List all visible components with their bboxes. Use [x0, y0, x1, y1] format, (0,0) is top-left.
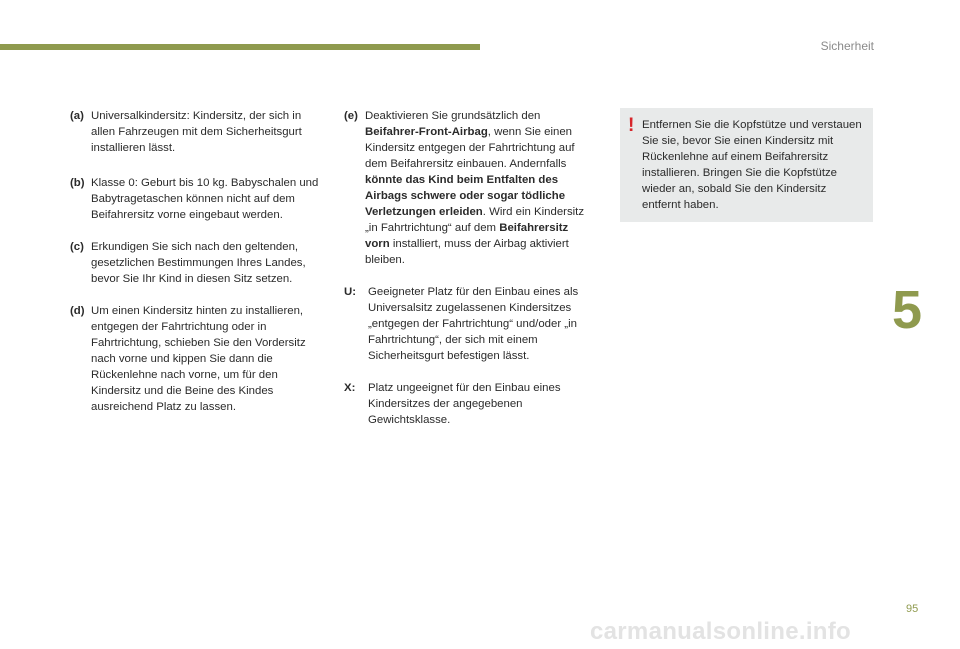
note-a — [70, 108, 325, 156]
section-title: Sicherheit — [820, 39, 874, 53]
exclamation-icon: ! — [628, 115, 635, 136]
bold-run: Beifahrer-Front-Airbag — [365, 126, 488, 138]
note-text: Klasse 0: Geburt bis 10 kg. Babyschalen und Babytragetaschen können nicht auf dem Beifahrersitz vorne eingebaut werden. — [91, 177, 319, 221]
note-key: (b) — [70, 177, 85, 189]
text-run: Deaktivieren Sie grundsätzlich den — [365, 110, 541, 122]
left-column — [70, 108, 325, 431]
note-b — [70, 175, 325, 223]
legend-u — [344, 284, 594, 364]
legend-x — [344, 380, 594, 428]
text-run: , wenn Sie einen Kindersitz entgegen der Fahrtrichtung auf dem Beifahrersitz einbauen. Andernfalls — [365, 126, 575, 170]
note-key: (d) — [70, 305, 85, 317]
legend-key: X: — [344, 382, 356, 394]
note-d — [70, 303, 325, 415]
bold-run: Beifahrersitz vorn — [365, 222, 569, 250]
legend-text: Platz ungeeignet für den Einbau eines Kindersitzes der angegebenen Gewichtsklasse. — [368, 382, 561, 426]
note-text: Erkundigen Sie sich nach den geltenden, gesetzlichen Bestimmungen Ihres Landes, bevor Sie Ihr Kind in diesen Sitz setzen. — [91, 241, 306, 285]
note-text: Um einen Kindersitz hinten zu installieren, entgegen der Fahrtrichtung oder in Fahrtrichtung, schieben Sie den Vordersitz nach vorne und kippen Sie dann die Rückenlehne nach vorne, um für den Kindersitz und die Beine des Kindes ausreichend Platz zu lassen. — [91, 305, 306, 413]
chapter-number: 5 — [892, 280, 923, 340]
warning-text: Entfernen Sie die Kopfstütze und verstauen Sie sie, bevor Sie einen Kindersitz mit Rückenlehne auf einem Beifahrersitz installieren. Bringen Sie die Kopfstütze wieder an, sobald Sie den Kindersitz entfernt haben. — [642, 119, 862, 211]
bold-run: könnte das Kind beim Entfalten des Airbags schwere oder sogar tödliche Verletzungen erleiden — [365, 174, 566, 218]
note-key: (a) — [70, 110, 84, 122]
note-c — [70, 239, 325, 287]
legend-text: Geeigneter Platz für den Einbau eines als Universalsitz zugelassenen Kindersitzes „entgegen der Fahrtrichtung“ und/oder „in Fahrtrichtung“, der sich mit einem Sicherheitsgurt befestigen lässt. — [368, 286, 579, 362]
text-run: installiert, muss der Airbag aktiviert bleiben. — [365, 238, 569, 266]
legend-key: U: — [344, 286, 357, 298]
page-number: 95 — [906, 603, 919, 615]
watermark: carmanualsonline.info — [590, 618, 852, 645]
header-accent-bar — [0, 44, 480, 50]
note-text: Universalkindersitz: Kindersitz, der sich in allen Fahrzeugen mit dem Sicherheitsgurt installieren lässt. — [91, 110, 302, 154]
note-text — [365, 108, 594, 268]
warning-box — [620, 108, 873, 222]
note-key: (e) — [344, 110, 358, 122]
middle-column — [344, 108, 594, 444]
text-run: . Wird ein Kindersitz „in Fahrtrichtung“ auf dem — [365, 206, 585, 234]
note-key: (c) — [70, 241, 84, 253]
note-e — [344, 108, 594, 268]
